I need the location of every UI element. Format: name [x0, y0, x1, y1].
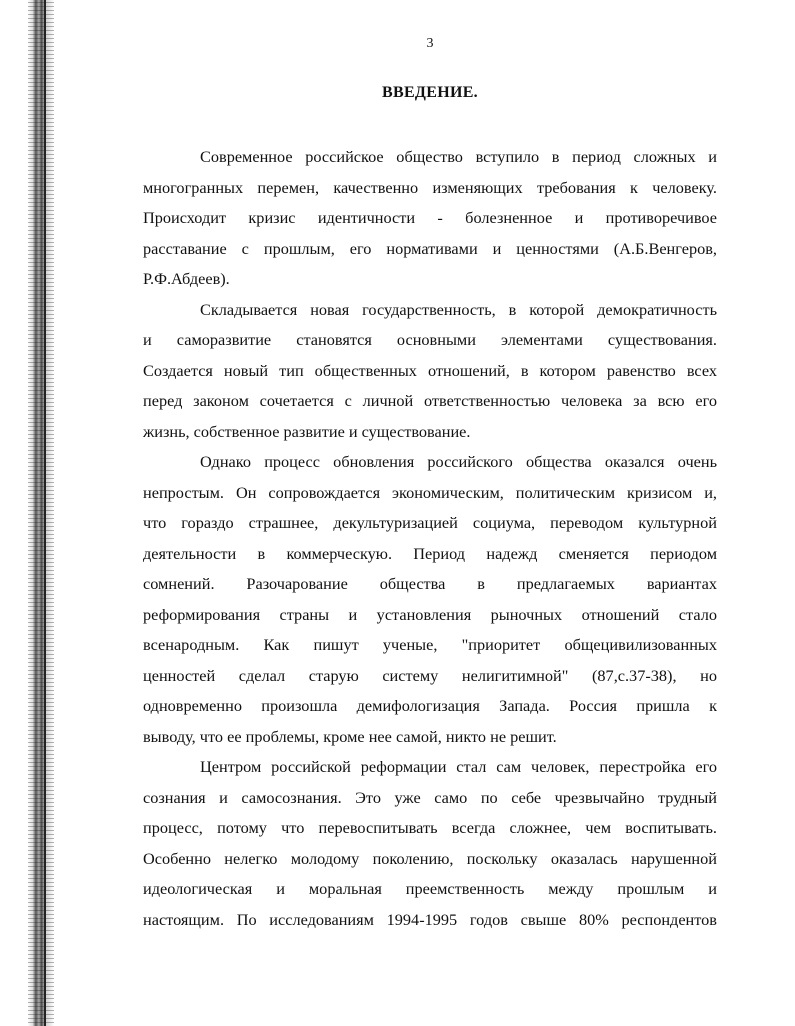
text-line: Происходит кризис идентичности - болезненное и противоречивое — [143, 208, 717, 227]
text-line: Центром российской реформации стал сам человек, перестройка его — [200, 757, 717, 776]
text-line: выводу, что ее проблемы, кроме нее самой, никто не решит. — [143, 726, 557, 746]
text-line: Складывается новая государственность, в которой демократичность — [200, 299, 717, 319]
scan-edge-line — [44, 0, 46, 1026]
text-line: непростым. Он сопровождается экономическим, политическим кризисом и, — [143, 482, 717, 502]
text-line: настоящим. По исследованиям 1994-1995 годов свыше 80% респондентов — [143, 909, 717, 929]
text-line: деятельности в коммерческую. Период надежд сменяется периодом — [143, 543, 717, 563]
text-line: Особенно нелегко молодому поколению, поскольку оказалась нарушенной — [143, 848, 717, 868]
page-heading: ВВЕДЕНИЕ. — [382, 84, 478, 101]
text-line: Р.Ф.Абдеев). — [143, 269, 230, 288]
text-line: перед законом сочетается с личной ответственностью человека за всю его — [143, 391, 717, 410]
text-line: Создается новый тип общественных отношений, в котором равенство всех — [143, 360, 717, 380]
text-line: идеологическая и моральная преемственность между прошлым и — [143, 879, 717, 898]
text-line: что гораздо страшнее, декультуризацией социума, переводом культурной — [143, 513, 717, 532]
text-line: расставание с прошлым, его нормативами и ценностями (А.Б.Венгеров, — [143, 238, 717, 258]
page-number: 3 — [426, 36, 434, 51]
paragraph-1 — [143, 142, 717, 295]
text-line: и саморазвитие становятся основными элементами существования. — [143, 330, 717, 349]
text-line: ценностей сделал старую систему нелигитимной" (87,с.37-38), но — [143, 665, 717, 685]
text-line: сомнений. Разочарование общества в предлагаемых вариантах — [143, 574, 717, 593]
text-line: многогранных перемен, качественно изменяющих требования к человеку. — [143, 177, 717, 197]
text-line: жизнь, собственное развитие и существование. — [143, 421, 471, 441]
text-line: процесс, потому что перевоспитывать всегда сложнее, чем воспитывать. — [143, 818, 717, 837]
text-line: сознания и самосознания. Это уже само по себе чрезвычайно трудный — [143, 787, 717, 807]
scan-binding-edge — [28, 0, 54, 1026]
paragraph-3 — [143, 447, 717, 752]
text-line: одновременно произошла демифологизация Запада. Россия пришла к — [143, 696, 717, 715]
text-line: Современное российское общество вступило в период сложных и — [200, 147, 717, 166]
paragraph-4 — [143, 752, 717, 935]
text-line: всенародным. Как пишут ученые, "приоритет общецивилизованных — [143, 635, 717, 654]
paragraph-2 — [143, 295, 717, 448]
text-line: реформирования страны и установления рыночных отношений стало — [143, 604, 717, 624]
document-body — [143, 142, 717, 935]
text-line: Однако процесс обновления российского общества оказался очень — [200, 452, 717, 471]
